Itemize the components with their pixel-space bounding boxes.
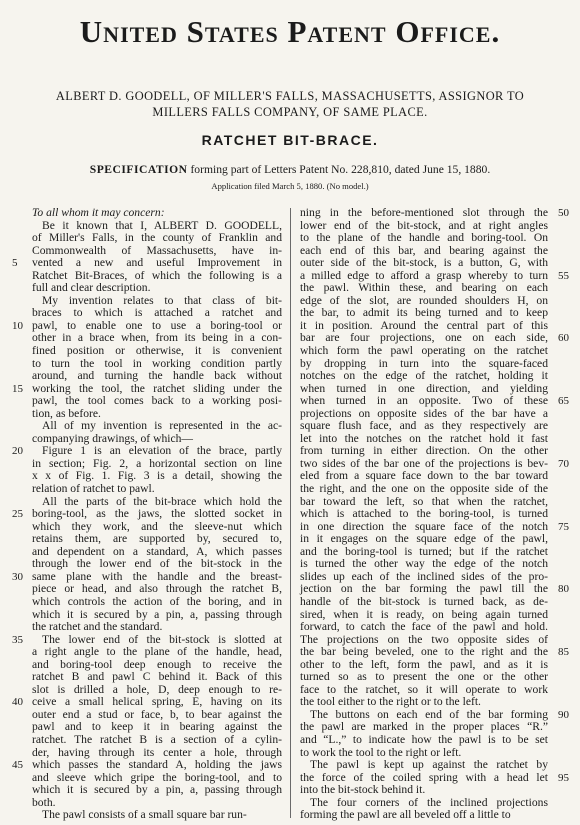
line-number: 70 (558, 457, 569, 470)
line-text: tion, as before. (32, 406, 101, 420)
line-text: bar toward the left, so that when the ratchet, (300, 494, 548, 508)
line-text: jection on the bar forming the pawl till the (300, 582, 548, 596)
line-text: eled from a square face down to the bar toward (300, 469, 548, 483)
line-number: 65 (558, 395, 569, 408)
line-text: in it engages on the square edge of the pawl, (300, 532, 548, 546)
line-text: a right angle to the plane of the handle, head, (32, 645, 282, 659)
line-text: which it is secured by a pin, a, passing through (32, 783, 282, 797)
line-text: into the bit-stock behind it. (300, 783, 426, 797)
line-text: The pawl is kept up against the ratchet by (310, 758, 548, 772)
line-text: The four corners of the inclined projections (310, 795, 548, 809)
line-number: 40 (12, 696, 23, 709)
line-text: piece or head, and also through the ratchet B, (32, 582, 282, 596)
line-text: working the tool, the ratchet sliding under the (32, 381, 282, 395)
line-text: forward, to catch the face of the pawl and hold. (300, 620, 548, 634)
line-text: around, and turning the handle back without (32, 369, 282, 383)
inventor-line-1: ALBERT D. GOODELL, OF MILLER'S FALLS, MASSACHUSETTS, ASSIGNOR TO (55, 89, 525, 103)
line-text: full and clear description. (32, 281, 151, 295)
line-text: from turning in either direction. On the other (300, 444, 548, 458)
line-text: ceive a small helical spring, E, having on its (32, 695, 282, 709)
line-text: pawl, to enable one to use a boring-tool or (32, 318, 282, 332)
line-text: which controls the action of the boring, and in (32, 594, 282, 608)
line-text: The pawl consists of a small square bar run- (42, 808, 247, 822)
line-text: pawl and to keep it in bearing against the (32, 720, 282, 734)
line-text: slot is drilled a hole, D, deep enough to re- (32, 682, 282, 696)
line-text: when turned in one direction, and yielding (300, 381, 548, 395)
line-text: To all whom it may concern: (32, 206, 165, 219)
line-text: the right, and the one on the opposite side of the (300, 482, 548, 496)
line-text: outer end a stud or face, b, to bear against the (32, 707, 282, 721)
line-number: 80 (558, 583, 569, 596)
line-text: the tool either to the right or to the left. (300, 695, 481, 709)
line-text: boring-tool, as the jaws, the slotted socket in (32, 507, 282, 521)
line-text: handle of the bit-stock is turned back, as de- (300, 594, 548, 608)
line-text: companying drawings, of which— (32, 431, 193, 445)
line-text: is turned the other way the edge of the notch (300, 557, 548, 571)
line-text: ratchet. The ratchet B is a section of a cylin- (32, 732, 282, 746)
line-number: 90 (558, 708, 569, 721)
text-line (32, 809, 282, 822)
line-text: braces to which is attached a ratchet and (32, 306, 282, 320)
line-text: which they work, and the sleeve-nut which (32, 519, 282, 533)
line-text: ratchet B and pawl C behind it. Back of this (32, 670, 282, 684)
invention-title: RATCHET BIT-BRACE. (201, 132, 379, 148)
line-number: 60 (558, 332, 569, 345)
office-heading: United States Patent Office. (79, 14, 501, 49)
line-text: each end of this bar, and bearing against the (300, 243, 548, 257)
line-text: which passes the standard A, holding the jaws (32, 758, 282, 772)
line-text: other to the left, form the pawl, and as it is (300, 657, 548, 671)
line-text: the pawl. Within these, and bearing on each (300, 281, 548, 295)
line-text: The lower end of the bit-stock is slotted at (42, 632, 282, 646)
line-text: and sleeve which gripe the boring-tool, and to (32, 770, 282, 784)
line-text: face to the ratchet, so it will operate to work (300, 682, 548, 696)
line-text: the ratchet and the standard. (32, 620, 163, 634)
line-number: 95 (558, 771, 569, 784)
line-text: in section; Fig. 2, a horizontal section on line (32, 456, 282, 470)
line-text: the bar, to admit its being turned and to keep (300, 306, 548, 320)
line-text: Commonwealth of Massachusetts, have in- (32, 243, 282, 257)
line-text: slides up each of the inclined sides of the pro- (300, 569, 548, 583)
line-text: to turn the tool in working condition partly (32, 356, 282, 370)
line-number: 15 (12, 382, 23, 395)
line-text: outer side of the bit-stock, is a button, G, with (300, 256, 548, 270)
line-text: a milled edge to afford a grasp whereby to turn (300, 268, 548, 282)
line-text: edge of the slot, are rounded shoulders H, on (300, 293, 548, 307)
line-text: x x of Fig. 1. Fig. 3 is a detail, showing the (32, 469, 282, 483)
line-text: which is attached to the boring-tool, is turned (300, 507, 548, 521)
line-text: by dropping in turn into the square-faced (300, 356, 548, 370)
line-text: Figure 1 is an elevation of the brace, partly (42, 444, 282, 458)
left-column (12, 206, 282, 822)
line-number: 35 (12, 633, 23, 646)
spec-label: SPECIFICATION (89, 163, 188, 176)
line-text: relation of ratchet to pawl. (32, 482, 155, 496)
line-text: of Miller's Falls, in the county of Franklin and (32, 231, 282, 245)
line-text: forming the pawl are all beveled off a little to (300, 808, 511, 822)
line-text: The projections on the two opposite sides of (300, 632, 548, 646)
line-text: and dependent on a standard, A, which passes (32, 544, 282, 558)
line-text: fined position or otherwise, it is convenient (32, 344, 282, 358)
line-number: 85 (558, 646, 569, 659)
line-text: ning in the before-mentioned slot through the (300, 206, 548, 219)
line-number: 55 (558, 269, 569, 282)
column-divider (290, 208, 291, 818)
line-text: two sides of the bar one of the projections is bev- (300, 456, 548, 470)
line-text: same plane with the handle and the breast- (32, 569, 282, 583)
line-text: Ratchet Bit-Braces, of which the following is a (32, 268, 282, 282)
line-text: it in position. Around the central part of this (300, 318, 548, 332)
line-text: the pawl are marked in the proper places “R.” (300, 720, 548, 734)
line-text: sired, when it is ready, on being again turned (300, 607, 548, 621)
line-text: the force of the coiled spring with a head let (300, 770, 548, 784)
line-text: which form the pawl operating on the ratchet (300, 344, 548, 358)
inventor-statement (30, 88, 550, 120)
line-text: All the parts of the bit-brace which hold the (42, 494, 282, 508)
line-text: The buttons on each end of the bar forming (310, 707, 548, 721)
line-text: and “L.,” to indicate how the pawl is to be set (300, 732, 548, 746)
line-number: 5 (12, 257, 18, 270)
line-text: let into the notches on the ratchet hold it fast (300, 431, 548, 445)
line-number: 30 (12, 570, 23, 583)
spec-text: forming part of Letters Patent No. 228,810, dated June 15, 1880. (187, 163, 491, 176)
line-text: to the plane of the handle and boring-tool. On (300, 231, 548, 245)
line-number: 25 (12, 508, 23, 521)
line-text: when turned in an opposite. Two of these (300, 394, 548, 408)
line-number: 20 (12, 445, 23, 458)
line-text: My invention relates to that class of bit- (42, 293, 282, 307)
line-text: in one direction the square face of the notch (300, 519, 548, 533)
line-number: 45 (12, 759, 23, 772)
line-text: retains them, are supported by, secured to, (32, 532, 282, 546)
line-number: 50 (558, 207, 569, 219)
line-text: notches on the edge of the ratchet, holding it (300, 369, 548, 383)
line-text: square flush face, and as they respectively are (300, 419, 548, 433)
line-text: bar are four projections, one on each side, (300, 331, 548, 345)
line-text: through the lower end of the bit-stock in the (32, 557, 282, 571)
line-text: turned so as to present the one or the other (300, 670, 548, 684)
line-text: All of my invention is represented in the ac- (42, 419, 282, 433)
line-text: to work the tool to the right or left. (300, 745, 462, 759)
specification-line (20, 163, 560, 176)
line-text: Be it known that I, ALBERT D. GOODELL, (42, 218, 282, 232)
line-text: der, having through its center a hole, through (32, 745, 282, 759)
text-line (32, 784, 282, 797)
text-line (300, 809, 548, 822)
line-text: and boring-tool deep enough to receive the (32, 657, 282, 671)
application-filed: Application filed March 5, 1880. (No model.) (211, 181, 369, 191)
line-text: lower end of the bit-stock, and at right angles (300, 218, 548, 232)
line-number: 75 (558, 520, 569, 533)
line-text: other in a brace when, from its being in a con- (32, 331, 282, 345)
right-column (300, 206, 569, 822)
line-number: 10 (12, 319, 23, 332)
line-text: projections on opposite sides of the bar have a (300, 406, 548, 420)
line-text: which it is secured by a pin, a, passing through (32, 607, 282, 621)
line-text: and the boring-tool is turned; but if the ratchet (300, 544, 548, 558)
line-text: pawl, the tool comes back to a working posi- (32, 394, 282, 408)
inventor-line-2: MILLERS FALLS COMPANY, OF SAME PLACE. (152, 105, 428, 119)
line-text: vented a new and useful Improvement in (32, 256, 282, 270)
line-text: the bar being beveled, one to the right and the (300, 645, 548, 659)
line-text: both. (32, 795, 56, 809)
